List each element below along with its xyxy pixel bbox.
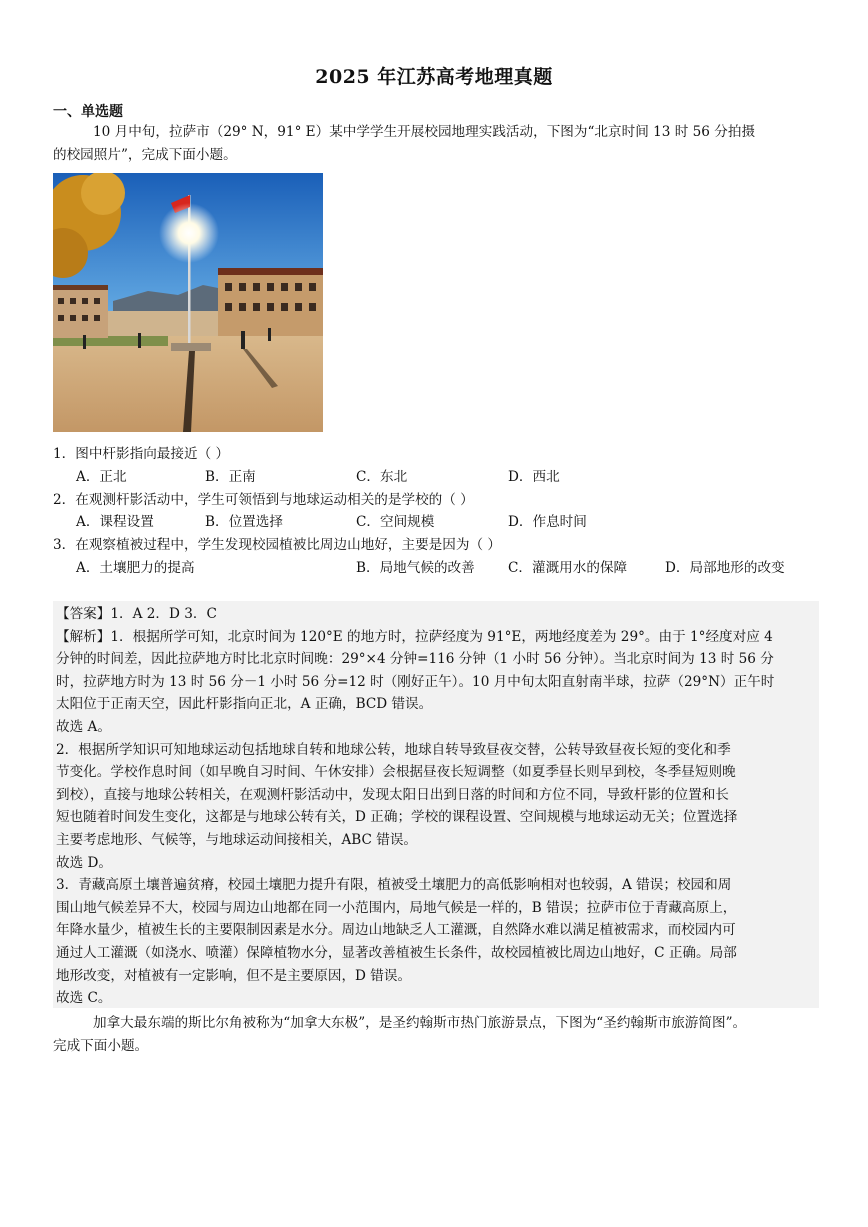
answer-line: 故选 D。 (56, 854, 113, 871)
answer-line: 年降水量少，植被生长的主要限制因素是水分。周边山地缺乏人工灌溉，自然降水难以满足植被需求，而校园内可 (56, 922, 736, 939)
question-3-option-d[interactable]: D．局部地形的改变 (665, 560, 785, 576)
answer-line: 短也随着时间发生变化，这都是与地球公转有关，D 正确；学校的课程设置、空间规模与地球运动无关；位置选择 (56, 809, 738, 826)
intro-line: 完成下面小题。 (53, 1038, 149, 1054)
answer-line: 分钟的时间差，因此拉萨地方时比北京时间晚：29°×4 分钟=116 分钟（1 小时 56 分钟）。当北京时间为 13 时 56 分 (56, 651, 774, 668)
campus-photo (53, 173, 323, 432)
question-1-option-a[interactable]: A．正北 (76, 469, 127, 485)
answer-line: 主要考虑地形、气候等，与地球运动间接相关，ABC 错误。 (56, 832, 418, 848)
question-3-option-c[interactable]: C．灌溉用水的保障 (508, 560, 628, 576)
answer-line: 故选 A。 (56, 719, 111, 735)
answer-line: 2．根据所学知识可知地球运动包括地球自转和地球公转，地球自转导致昼夜交替，公转导致昼夜长短的变化和季 (56, 741, 731, 758)
next-question-intro (53, 1012, 819, 1058)
question-2-option-d[interactable]: D．作息时间 (508, 514, 587, 530)
question-1-option-b[interactable]: B．正南 (205, 469, 256, 485)
answer-line: 【答案】1．A 2．D 3．C (56, 606, 217, 622)
answer-line: 太阳位于正南天空，因此杆影指向正北，A 正确，BCD 错误。 (56, 696, 433, 713)
question-1-stem: 1．图中杆影指向最接近（ ） (53, 446, 230, 462)
question-2-option-c[interactable]: C．空间规模 (356, 514, 435, 530)
campus-photo-illustration (53, 173, 323, 432)
answer-line: 3．青藏高原土壤普遍贫瘠，校园土壤肥力提升有限，植被受土壤肥力的高低影响相对也较弱，A 错误；校园和周 (56, 877, 732, 894)
answer-line: 时，拉萨地方时为 13 时 56 分－1 小时 56 分=12 时（刚好正午）。10 月中旬太阳直射南半球，拉萨（29°N）正午时 (56, 673, 775, 690)
answer-line: 通过人工灌溉（如浇水、喷灌）保障植物水分，显著改善植被生长条件，故校园植被比周边山地好，C 正确。局部 (56, 945, 737, 961)
question-3-option-b[interactable]: B．局地气候的改善 (356, 560, 475, 576)
intro-line: 加拿大最东端的斯比尔角被称为“加拿大东极”，是圣约翰斯市热门旅游景点，下图为“圣约翰斯市旅游简图”。 (93, 1015, 747, 1031)
question-1-option-d[interactable]: D．西北 (508, 469, 560, 485)
answer-line: 【解析】1．根据所学可知，北京时间为 120°E 的地方时，拉萨经度为 91°E，两地经度差为 29°。由于 1°经度对应 4 (56, 628, 773, 645)
question-2-stem: 2．在观测杆影活动中，学生可领悟到与地球运动相关的是学校的（ ） (53, 492, 474, 508)
answer-line: 节变化。学校作息时间（如早晚自习时间、午休安排）会根据昼夜长短调整（如夏季昼长则早到校，冬季昼短则晚 (56, 764, 736, 781)
intro-line: 的校园照片”，完成下面小题。 (53, 147, 237, 163)
question-2-option-b[interactable]: B．位置选择 (205, 514, 283, 530)
question-1-option-c[interactable]: C．东北 (356, 469, 408, 485)
page-title: 2025 年江苏高考地理真题 (315, 66, 553, 88)
question-3-option-a[interactable]: A．土壤肥力的提高 (76, 560, 195, 576)
answer-line: 围山地气候差异不大，校园与周边山地都在同一小范围内，局地气候是一样的，B 错误；拉萨市位于青藏高原上， (56, 899, 737, 916)
section-heading: 一、单选题 (53, 104, 123, 120)
question-intro (53, 121, 816, 167)
intro-line: 10 月中旬，拉萨市（29° N，91° E）某中学学生开展校园地理实践活动，下图为“北京时间 13 时 56 分拍摄 (93, 124, 756, 140)
answer-line: 故选 C。 (56, 990, 112, 1007)
question-2-option-a[interactable]: A．课程设置 (76, 514, 154, 530)
question-3-stem: 3．在观察植被过程中，学生发现校园植被比周边山地好，主要是因为（ ） (53, 537, 501, 553)
answer-line: 地形改变，对植被有一定影响，但不是主要原因，D 错误。 (56, 967, 412, 984)
answer-line: 到校），直接与地球公转相关，在观测杆影活动中，发现太阳日出到日落的时间和方位不同，导致杆影的位置和长 (56, 786, 729, 803)
